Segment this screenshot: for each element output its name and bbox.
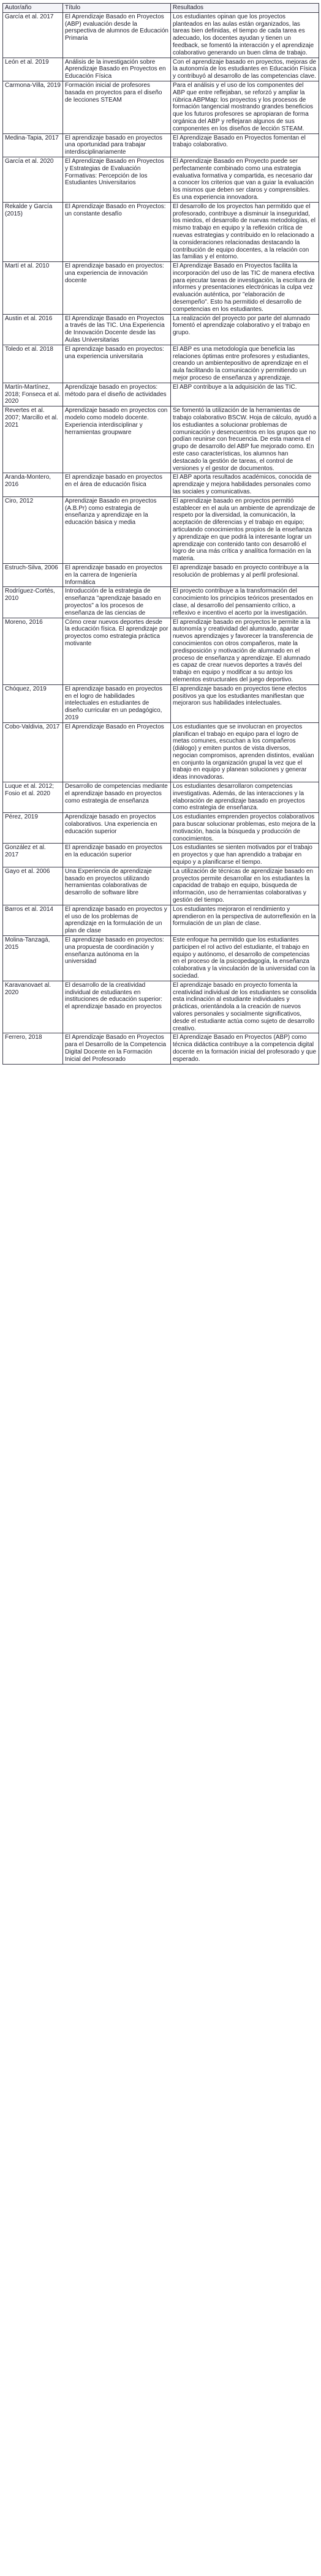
author-cell: Luque et al. 2012; Fosio et al. 2020 bbox=[3, 782, 63, 813]
author-cell: Aranda-Montero, 2016 bbox=[3, 473, 63, 496]
table-row bbox=[3, 782, 319, 813]
table-row bbox=[3, 496, 319, 563]
table-row bbox=[3, 905, 319, 935]
title-cell: Introducción de la estrategia de enseñanza "aprendizaje basado en proyectos" a los procesos de enseñanza de las ciencias de bbox=[63, 587, 171, 618]
author-cell: Moreno, 2016 bbox=[3, 618, 63, 684]
result-cell: El Aprendizaje Basado en Proyectos facilita la incorporación del uso de las TIC de manera efectiva para ejecutar tareas de investigación, la escritura de informes y presentaciones electrónicas la culpa vez evaluación auténtica, por "elaboración de desempeño". Esto ha permitido el desarrollo de competencias en los estudiantes. bbox=[171, 262, 319, 315]
title-cell: El aprendizaje basado en proyectos: una experiencia de innovación docente bbox=[63, 262, 171, 315]
title-cell: El aprendizaje basado en proyectos en el logro de habilidades intelectuales en estudiantes de diseño curricular en un pedagógico, 2019 bbox=[63, 684, 171, 722]
table-row bbox=[3, 981, 319, 1033]
title-cell: Una Experiencia de aprendizaje basado en proyectos utilizando herramientas colaborativas de desarrollo de software libre bbox=[63, 867, 171, 905]
table-row bbox=[3, 587, 319, 618]
author-cell: Pérez, 2019 bbox=[3, 813, 63, 844]
table-row bbox=[3, 345, 319, 383]
title-cell: El Aprendizaje Basado en Proyectos y Estrategias de Evaluación Formativas: Percepción de los Estudiantes Universitarios bbox=[63, 157, 171, 202]
result-cell: El desarrollo de los proyectos han permitido que el profesorado, contribuye a disminuir la inseguridad, los miedos, el desarrollo de nuevas metodologías, el mismo trabajo en equipo y la reflexión crítica de nuevas estrategias y contribuido en lo relacionado a la consideraciones relacionadas destacando la contribución de equipo docentes, a la relación con las familias y el entorno. bbox=[171, 202, 319, 261]
table-row bbox=[3, 844, 319, 867]
title-cell: El Aprendizaje Basado en Proyectos bbox=[63, 722, 171, 782]
result-cell: Los estudiantes emprenden proyectos colaborativos para buscar solucionar problemas, esto mejora de la motivación, hacia la búsqueda y producción de conocimientos. bbox=[171, 813, 319, 844]
table-row bbox=[3, 563, 319, 586]
header-title: Título bbox=[63, 4, 171, 13]
author-cell: Revertes et al. 2007; Marcillo et al. 2021 bbox=[3, 406, 63, 473]
title-cell: Análisis de la investigación sobre Aprendizaje Basado en Proyectos en Educación Física bbox=[63, 58, 171, 81]
result-cell: Los estudiantes desarrollaron competencias investigativas. Además, de las interacciones y la elaboración de aprendizaje basado en proyectos como estrategia de enseñanza. bbox=[171, 782, 319, 813]
table-row bbox=[3, 262, 319, 315]
table-row bbox=[3, 618, 319, 684]
result-cell: El Aprendizaje Basado en Proyectos (ABP) como técnica didáctica contribuye a la competencia digital docente en la formación inicial del profesorado y que esperado. bbox=[171, 1033, 319, 1064]
result-cell: El aprendizaje basado en proyecto fomenta la creatividad individual de los estudiantes se consolida esta inclinación al estudiante individuales y prácticas, orientándola a la creación de nuevos valores personales y socialmente significativos, desde el estudiante actúa como sujeto de desarrollo creativo. bbox=[171, 981, 319, 1033]
title-cell: El Aprendizaje Basado en Proyectos (ABP) evaluación desde la perspectiva de alumnos de Educación Primaria bbox=[63, 12, 171, 58]
author-cell: González et al. 2017 bbox=[3, 844, 63, 867]
title-cell: El aprendizaje basado en proyectos en la educación superior bbox=[63, 844, 171, 867]
title-cell: Cómo crear nuevos deportes desde la educación física. El aprendizaje por proyectos como estrategia práctica motivante bbox=[63, 618, 171, 684]
table-row bbox=[3, 133, 319, 157]
title-cell: El aprendizaje basado en proyectos y el uso de los problemas de aprendizaje en la formulación de un plan de clase bbox=[63, 905, 171, 935]
title-cell: El Aprendizaje Basado en Proyectos a través de las TIC. Una Experiencia de Innovación Docente desde las Aulas Universitarias bbox=[63, 314, 171, 345]
author-cell: García et al. 2020 bbox=[3, 157, 63, 202]
author-cell: Chóquez, 2019 bbox=[3, 684, 63, 722]
author-cell: Gayo et al. 2006 bbox=[3, 867, 63, 905]
title-cell: El Aprendizaje Basado en Proyectos: un constante desafío bbox=[63, 202, 171, 261]
result-cell: Para el análisis y el uso de los componentes del ABP que entre reflejaban, se reforzó y ampliar la rúbrica ABPMap: los proyectos y los procesos de formación tangencial mostrando grandes beneficios que los futuros profesores se apropiaran de forma orgánica del ABP y reflejaran algunos de sus componentes en los diseños de lección STEAM. bbox=[171, 81, 319, 133]
result-cell: El ABP es una metodología que beneficia las relaciones óptimas entre profesores y estudiantes, creando un ambientepositivo de aprendizaje en el aula facilitando la comunicación y permitiendo un mejor proceso de enseñanza y aprendizaje. bbox=[171, 345, 319, 383]
author-cell: Rodríguez-Cortés, 2010 bbox=[3, 587, 63, 618]
title-cell: Formación inicial de profesores basada en proyectos para el diseño de lecciones STEAM bbox=[63, 81, 171, 133]
table-row bbox=[3, 202, 319, 261]
author-cell: Barros et al. 2014 bbox=[3, 905, 63, 935]
title-cell: Aprendizaje Basado en proyectos (A.B.Pr) como estrategia de enseñanza y aprendizaje en la educación básica y media bbox=[63, 496, 171, 563]
author-cell: Ciro, 2012 bbox=[3, 496, 63, 563]
result-cell: La utilización de técnicas de aprendizaje basado en proyectos permite desarrollar en los estudiantes la capacidad de trabajo en equipo, búsqueda de información, uso de herramientas colaborativas y gestión del tiempo. bbox=[171, 867, 319, 905]
table-row bbox=[3, 867, 319, 905]
title-cell: El aprendizaje basado en proyectos en el área de educación física bbox=[63, 473, 171, 496]
author-cell: Ferrero, 2018 bbox=[3, 1033, 63, 1064]
author-cell: Rekalde y García (2015) bbox=[3, 202, 63, 261]
author-cell: Austin et al. 2016 bbox=[3, 314, 63, 345]
table-row bbox=[3, 722, 319, 782]
table-row bbox=[3, 314, 319, 345]
title-cell: Aprendizaje basado en proyectos colaborativos. Una experiencia en educación superior bbox=[63, 813, 171, 844]
title-cell: El aprendizaje basado en proyectos: una propuesta de coordinación y enseñanza autónoma en la universidad bbox=[63, 936, 171, 981]
result-cell: El ABP contribuye a la adquisición de las TIC. bbox=[171, 383, 319, 406]
result-cell: Los estudiantes se sienten motivados por el trabajo en proyectos y que han aprendido a trabajar en equipo y a planificarse el tiempo. bbox=[171, 844, 319, 867]
result-cell: El Aprendizaje Basado en Proyectos fomentan el trabajo colaborativo. bbox=[171, 133, 319, 157]
result-cell: Este enfoque ha permitido que los estudiantes participen el rol activo del estudiante, el trabajo en equipo y autónomo, el desarrollo de competencias en el proceso de la psicopedagogía, la enseñanza colaborativa y la vinculación de la universidad con la sociedad. bbox=[171, 936, 319, 981]
table-row bbox=[3, 473, 319, 496]
studies-table bbox=[2, 3, 319, 1065]
result-cell: El aprendizaje basado en proyectos le permite a la autonomía y creatividad del alumnado, apartar nuevos aprendizajes y favorecer la transferencia de conocimientos con otros compañeros, mate la predisposición y motivación de alumnado en el proceso de enseñanza y aprendizaje. El alumnado es capaz de crear nuevos deportes a través del trabajo en equipo y modificar a su antojo los elementos estructurales del juego deportivo. bbox=[171, 618, 319, 684]
author-cell: Karavanovaet al. 2020 bbox=[3, 981, 63, 1033]
table-row bbox=[3, 1033, 319, 1064]
header-author: Autor/año bbox=[3, 4, 63, 13]
result-cell: El Aprendizaje Basado en Proyecto puede ser perfectamente combinado como una estrategia evaluativa formativa y compartida, es necesario dar a conocer los criterios que van a guiar la evaluación los mismos que deben ser claros y comprensibles. Es una experiencia innovadora. bbox=[171, 157, 319, 202]
result-cell: Se fomentó la utilización de la herramientas de trabajo colaborativo BSCW. Hoja de cálculo, ayudó a los estudiantes a solucionar problemas de comunicación y desencuentros en los grupos que no podían reunirse con frecuencia. De esta manera el grupo de desarrollo del ABP fue mejorado como. En este caso características, los alumnos han destacado la gestión de tareas, el control de versiones y el gestor de documentos. bbox=[171, 406, 319, 473]
result-cell: El aprendizaje basado en proyecto contribuye a la resolución de problemas y al perfil profesional. bbox=[171, 563, 319, 586]
table-row bbox=[3, 383, 319, 406]
author-cell: Martín-Martínez, 2018; Fonseca et al. 2020 bbox=[3, 383, 63, 406]
author-cell: Cobo-Valdivia, 2017 bbox=[3, 722, 63, 782]
result-cell: Los estudiantes opinan que los proyectos planteados en las aulas están organizados, las tareas bien definidas, el tiempo de cada tarea es adecuado, los docentes ayudan y tienen un feedback, se fomentó la interacción y el aprendizaje colaborativo generando un buen clima de trabajo. bbox=[171, 12, 319, 58]
title-cell: El aprendizaje basado en proyectos en la carrera de Ingeniería Informática bbox=[63, 563, 171, 586]
result-cell: El ABP aporta resultados académicos, conocida de aprendizaje y mejora habilidades personales como las sociales y comunicativas. bbox=[171, 473, 319, 496]
header-results: Resultados bbox=[171, 4, 319, 13]
author-cell: Molina-Tanzagá, 2015 bbox=[3, 936, 63, 981]
result-cell: El proyecto contribuye a la transformación del conocimiento los principios teóricos presentados en clase, al desarrollo del pensamiento crítico, a reflexivo e incentivo el acerto por la investigación. bbox=[171, 587, 319, 618]
result-cell: La realización del proyecto por parte del alumnado fomentó el aprendizaje colaborativo y el trabajo en grupo. bbox=[171, 314, 319, 345]
result-cell: El aprendizaje basado en proyectos permitió establecer en el aula un ambiente de aprendizaje de respeto por la diversidad, la comunicación, la aceptación de diferencias y el trabajo en equipo; articulando conocimientos propios de la enseñanza y aprendizaje en que podrá la interesante lograr un aprendizaje con contenido tanto con desarrolló el logro de una más crítica y analítica formación en la materia. bbox=[171, 496, 319, 563]
author-cell: García et al. 2017 bbox=[3, 12, 63, 58]
table-header-row bbox=[3, 4, 319, 13]
table-row bbox=[3, 684, 319, 722]
result-cell: Con el aprendizaje basado en proyectos, mejoras de la autonomía de los estudiantes en Educación Física y contribuyó al desarrollo de las competencias clave. bbox=[171, 58, 319, 81]
author-cell: Toledo et al. 2018 bbox=[3, 345, 63, 383]
title-cell: El Aprendizaje Basado en Proyectos para el Desarrollo de la Competencia Digital Docente en la Formación Inicial del Profesorado bbox=[63, 1033, 171, 1064]
table-row bbox=[3, 81, 319, 133]
title-cell: Aprendizaje basado en proyectos: método para el diseño de actividades bbox=[63, 383, 171, 406]
title-cell: El desarrollo de la creatividad individual de estudiantes en instituciones de educación superior: el aprendizaje basado en proyectos bbox=[63, 981, 171, 1033]
table-row bbox=[3, 936, 319, 981]
table-row bbox=[3, 406, 319, 473]
table-row bbox=[3, 12, 319, 58]
author-cell: Medina-Tapia, 2017 bbox=[3, 133, 63, 157]
result-cell: Los estudiantes mejoraron el rendimiento y aprendieron en la perspectiva de autorreflexión en la formulación de un plan de clase. bbox=[171, 905, 319, 935]
table-row bbox=[3, 58, 319, 81]
table-row bbox=[3, 813, 319, 844]
title-cell: El aprendizaje basado en proyectos una oportunidad para trabajar interdisciplinariamente bbox=[63, 133, 171, 157]
author-cell: Estruch-Silva, 2006 bbox=[3, 563, 63, 586]
author-cell: Carmona-Villa, 2019 bbox=[3, 81, 63, 133]
table-row bbox=[3, 157, 319, 202]
title-cell: Desarrollo de competencias mediante el aprendizaje basado en proyectos como estrategia de enseñanza bbox=[63, 782, 171, 813]
author-cell: Martí et al. 2010 bbox=[3, 262, 63, 315]
title-cell: Aprendizaje basado en proyectos con modelo como modelo docente. Experiencia interdisciplinar y herramientas groupware bbox=[63, 406, 171, 473]
author-cell: León et al. 2019 bbox=[3, 58, 63, 81]
result-cell: Los estudiantes que se involucran en proyectos planifican el trabajo en equipo para el logro de metas comunes, escuchan a los compañeros (diálogo) y emiten puntos de vista diversos, negocian compromisos, aprenden distintos, evalúan en conjunto la organización grupal la vez que el trabajo en equipo y planean soluciones y generar ideas innovadoras. bbox=[171, 722, 319, 782]
title-cell: El aprendizaje basado en proyectos: una experiencia universitaria bbox=[63, 345, 171, 383]
result-cell: El aprendizaje basado en proyectos tiene efectos positivos ya que los estudiantes manifiestan que mejoraron sus habilidades intelectuales. bbox=[171, 684, 319, 722]
table-body bbox=[3, 12, 319, 1064]
